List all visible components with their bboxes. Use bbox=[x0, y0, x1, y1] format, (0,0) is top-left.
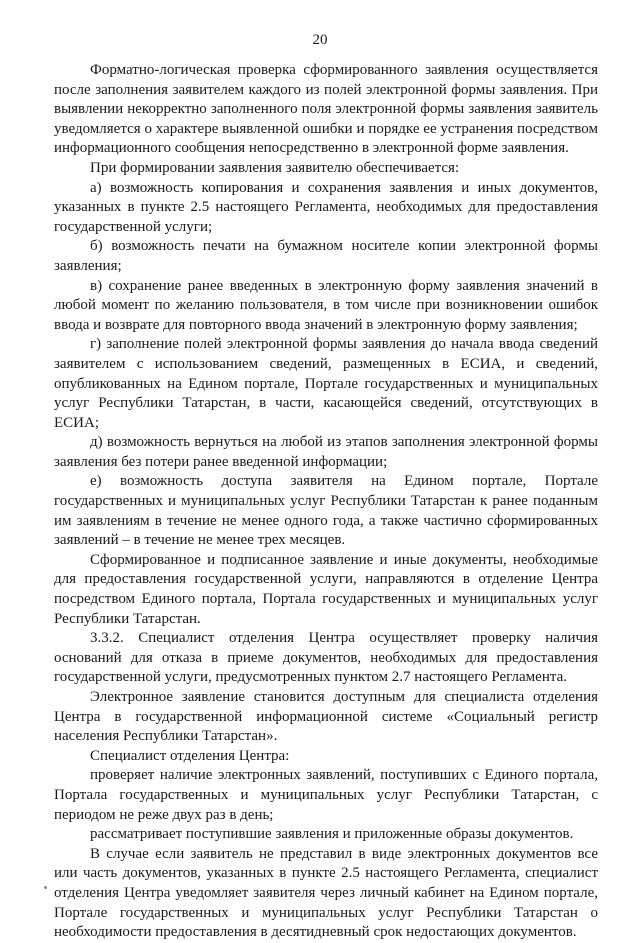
paragraph-specialist-intro: Специалист отделения Центра: bbox=[90, 747, 290, 764]
paragraph-checks-applications: проверяет наличие электронных заявлений, поступивших с Единого портала, Портала государственных и муниципальных услуг Республики Татарстан, с периодом не реже двух раз в день; bbox=[54, 767, 598, 823]
paragraph-social-register: Электронное заявление становится доступным для специалиста отделения Центра в государственной информационной системе «Социальный регистр населения Республики Татарстан». bbox=[54, 689, 598, 745]
list-item-v: в) сохранение ранее введенных в электронную форму заявления значений в любой момент по желанию пользователя, в том числе при возникновении ошибок ввода и возврате для повторного ввода значений в электронную форму заявления; bbox=[54, 277, 598, 333]
paragraph-format-check: Форматно-логическая проверка сформированного заявления осуществляется после заполнения заявителем каждого из полей электронной формы заявления. При выявлении некорректно заполненного поля электронной формы заявления заявитель уведомляется о характере выявленной ошибки и порядке ее устранения посредством информационного сообщения непосредственно в электронной форме заявления. bbox=[54, 62, 598, 157]
paragraph-provisions-intro: При формировании заявления заявителю обеспечивается: bbox=[90, 159, 460, 176]
scan-speck bbox=[44, 886, 47, 889]
list-item-e: е) возможность доступа заявителя на Едином портале, Портале государственных и муниципальных услуг Республики Татарстан к ранее поданным им заявлениям в течение не менее одного года, а также частично сформированных заявлений – в течение не менее трех месяцев. bbox=[54, 473, 598, 549]
list-item-g: г) заполнение полей электронной формы заявления до начала ввода сведений заявителем с использованием сведений, размещенных в ЕСИА, и сведений, опубликованных на Едином портале, Портале государственных и муниципальных услуг Республики Татарстан, в части, касающейся сведений, отсутствующих в ЕСИА; bbox=[54, 336, 598, 431]
paragraph-section-3-3-2: 3.3.2. Специалист отделения Центра осуществляет проверку наличия оснований для отказа в приеме документов, необходимых для предоставления государственной услуги, предусмотренных пунктом 2.7 настоящего Регламента. bbox=[54, 630, 598, 686]
document-body bbox=[54, 61, 598, 943]
paragraph-reviews-applications: рассматривает поступившие заявления и приложенные образы документов. bbox=[90, 826, 574, 843]
list-item-b: б) возможность печати на бумажном носителе копии электронной формы заявления; bbox=[54, 238, 598, 274]
page-number: 20 bbox=[312, 32, 328, 48]
paragraph-missing-documents: В случае если заявитель не представил в виде электронных документов все или часть документов, указанных в пункте 2.5 настоящего Регламента, специалист отделения Центра уведомляет заявителя через личный кабинет на Едином портале, Портале государственных и муниципальных услуг Республики Татарстан о необходимости предоставления в десятидневный срок недостающих документов. bbox=[54, 845, 598, 941]
paragraph-submission: Сформированное и подписанное заявление и иные документы, необходимые для предоставления государственной услуги, направляются в отделение Центра посредством Единого портала, Портала государственных и муниципальных услуг Республики Татарстан. bbox=[54, 551, 598, 627]
list-item-d: д) возможность вернуться на любой из этапов заполнения электронной формы заявления без потери ранее введенной информации; bbox=[54, 434, 598, 470]
list-item-a: а) возможность копирования и сохранения заявления и иных документов, указанных в пункте 2.5 настоящего Регламента, необходимых для предоставления государственной услуги; bbox=[54, 179, 598, 235]
